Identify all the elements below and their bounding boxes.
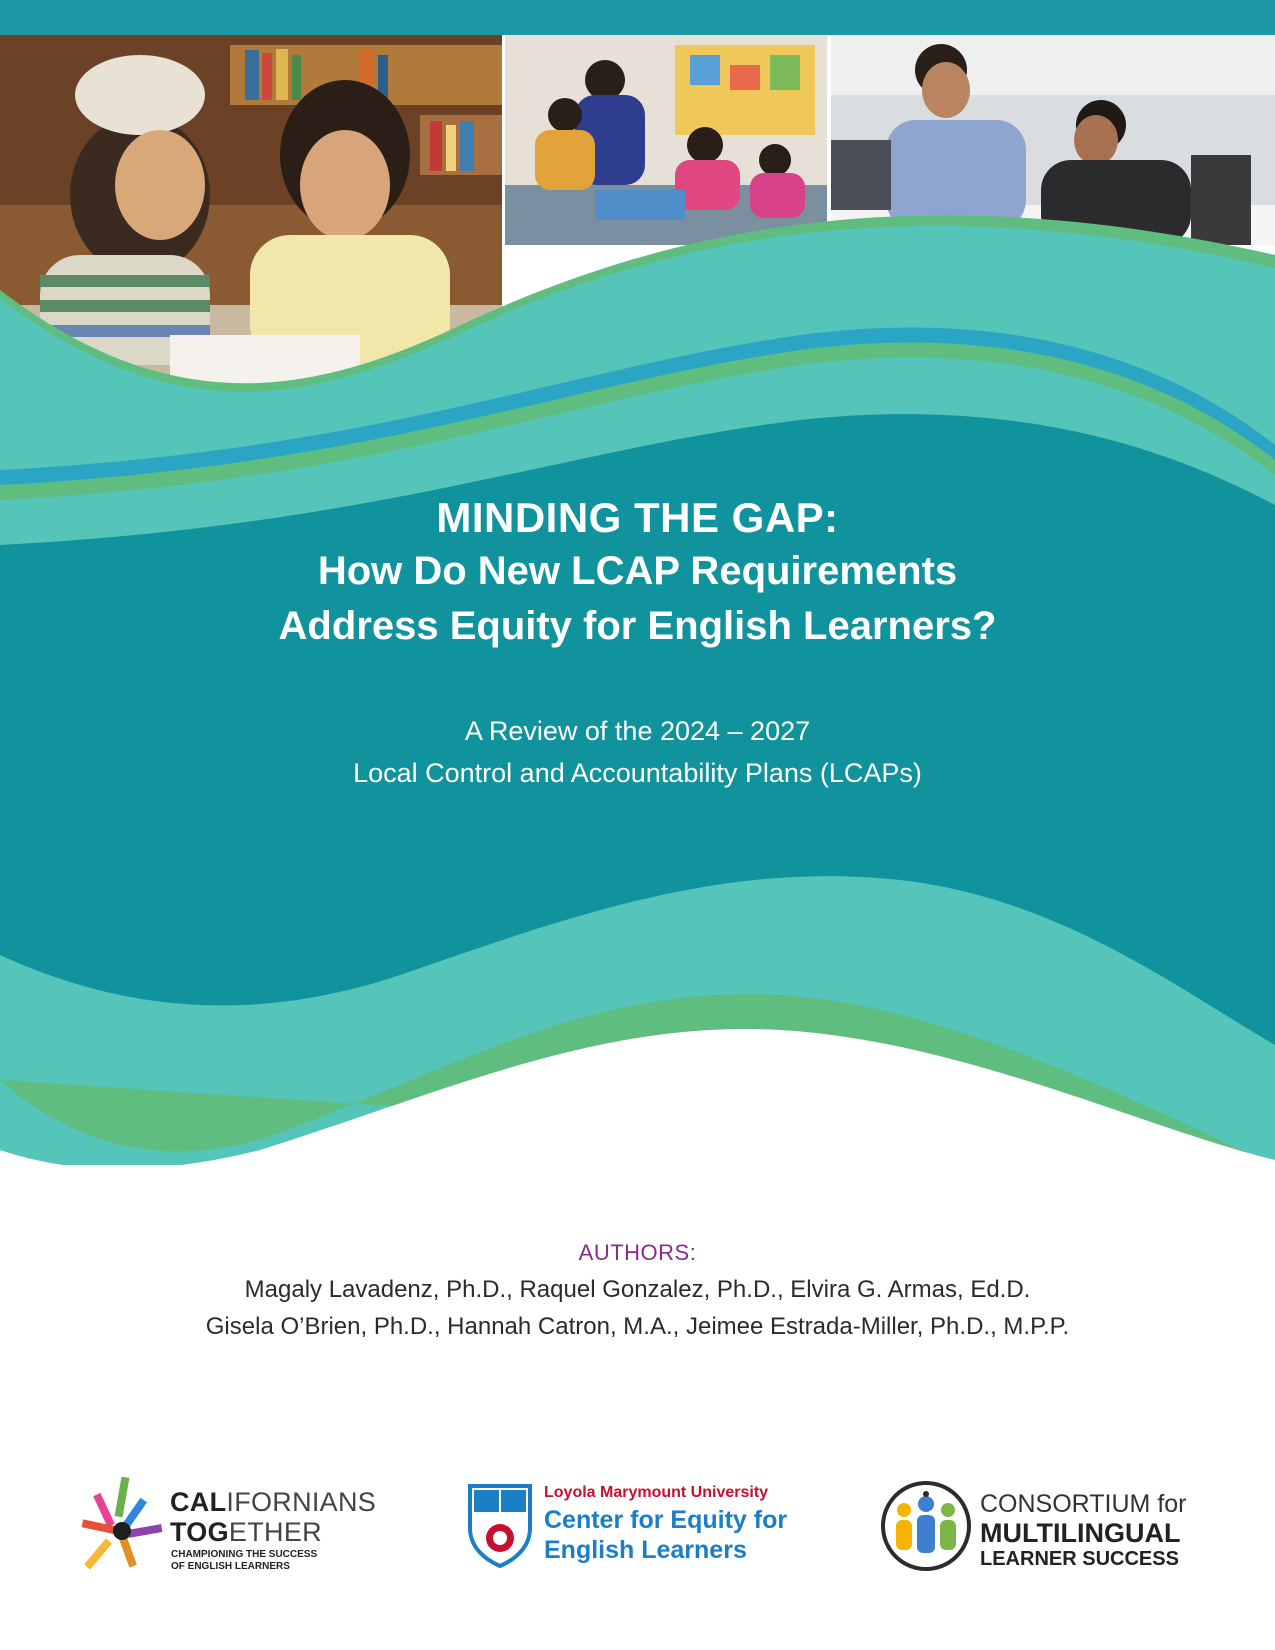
lmu-center-line2: English Learners	[544, 1536, 747, 1564]
ct-tog: TOG	[170, 1517, 229, 1547]
cmls-people-icon	[880, 1480, 972, 1572]
californians-together-logo	[80, 1475, 400, 1575]
ct-ifornians: IFORNIANS	[226, 1487, 377, 1517]
title-main: MINDING THE GAP:	[436, 494, 839, 541]
cover-subtitle	[0, 710, 1275, 794]
cover-title	[0, 492, 1275, 654]
ct-ether: ETHER	[228, 1517, 322, 1547]
lmu-shield-icon	[466, 1482, 534, 1568]
authors-heading: AUTHORS:	[578, 1240, 697, 1265]
subtitle-line1: A Review of the 2024 – 2027	[464, 716, 811, 746]
lmu-center-line1: Center for Equity for	[544, 1506, 788, 1534]
subtitle-line2: Local Control and Accountability Plans (LCAPs)	[353, 758, 922, 788]
title-question-line1: How Do New LCAP Requirements	[317, 549, 958, 593]
cmls-line3: LEARNER SUCCESS	[980, 1548, 1179, 1570]
californians-together-mark-icon	[80, 1475, 165, 1575]
ct-tagline1: CHAMPIONING THE SUCCESS	[171, 1549, 318, 1560]
lmu-ceel-logo	[466, 1482, 806, 1572]
cmls-logo	[880, 1480, 1220, 1580]
authors-line1: Magaly Lavadenz, Ph.D., Raquel Gonzalez, Ph.D., Elvira G. Armas, Ed.D.	[244, 1276, 1031, 1303]
ct-tagline2: OF ENGLISH LEARNERS	[171, 1561, 290, 1572]
cmls-line1: CONSORTIUM for	[980, 1490, 1187, 1518]
authors-line2: Gisela O’Brien, Ph.D., Hannah Catron, M.A., Jeimee Estrada-Miller, Ph.D., M.P.P.	[205, 1313, 1070, 1340]
title-question-line2: Address Equity for English Learners?	[278, 604, 997, 648]
cmls-line2: MULTILINGUAL	[980, 1518, 1181, 1548]
lmu-university-name: Loyola Marymount University	[544, 1484, 769, 1501]
authors-section	[0, 1235, 1275, 1345]
ct-cal: CAL	[170, 1487, 227, 1517]
